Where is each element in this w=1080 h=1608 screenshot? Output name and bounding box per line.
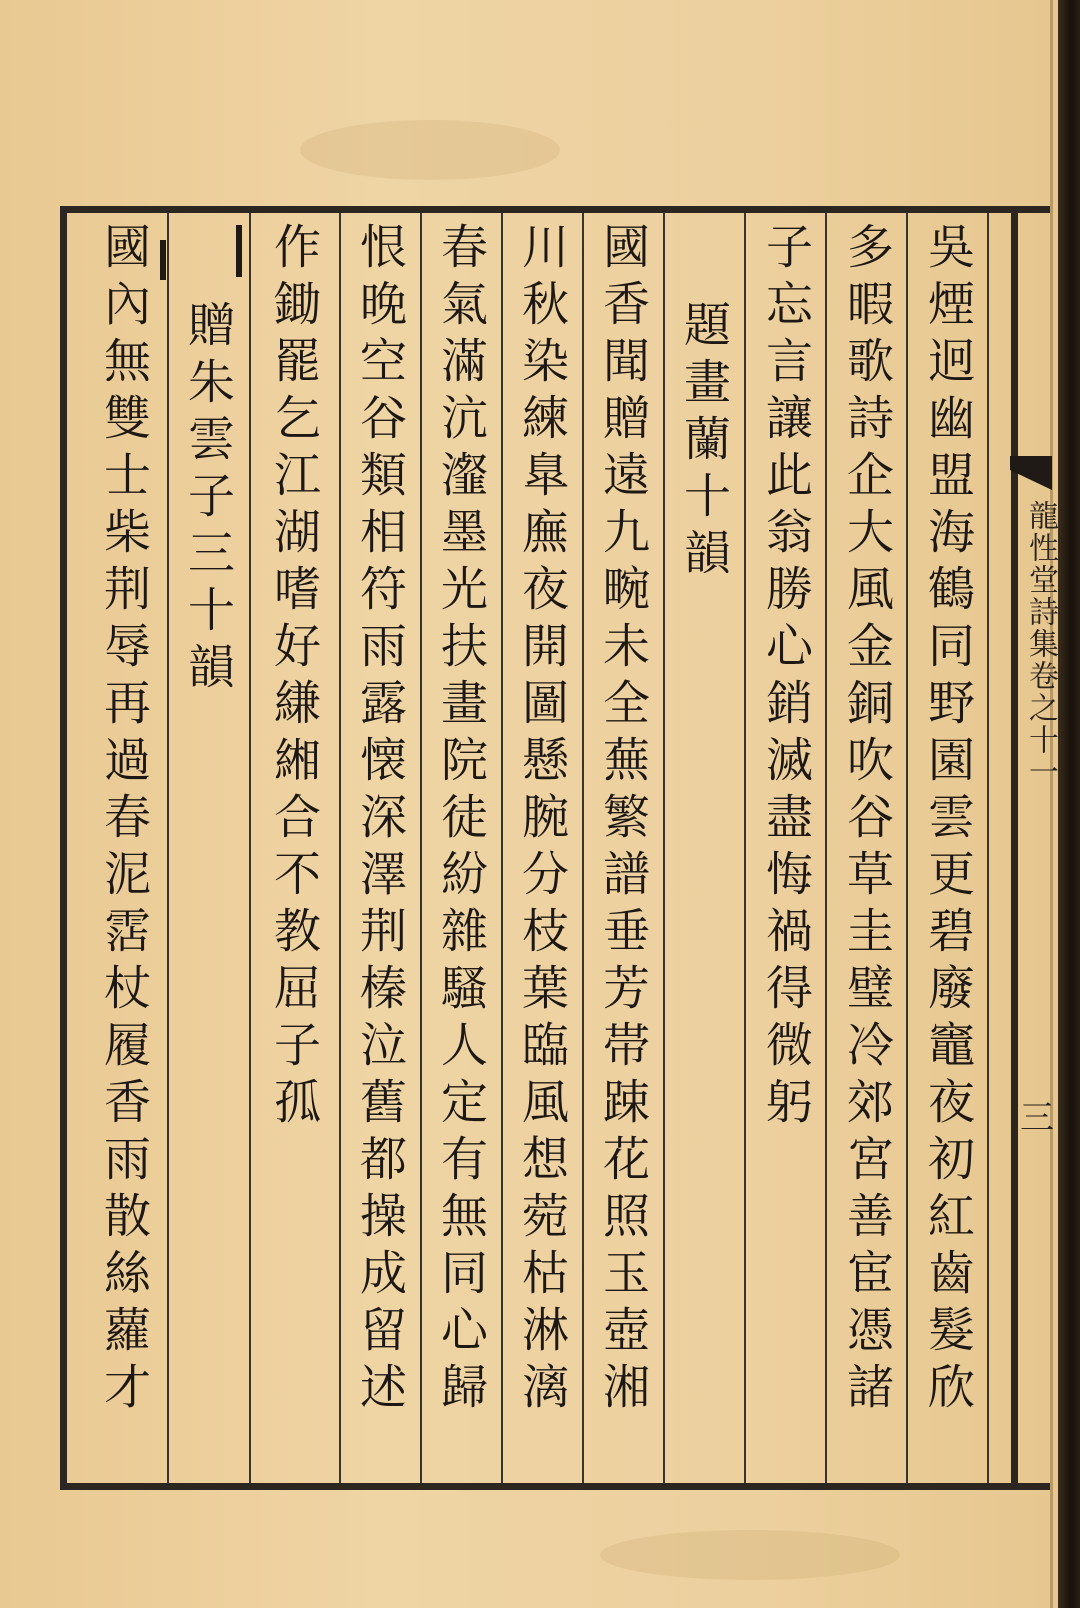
text-column: 春氣滿沆瀣墨光扶畫院徒紛雜騷人定有無同心歸 [433, 222, 488, 1419]
heading-column: 贈朱雲子三十韻 [180, 300, 235, 699]
leaf-fold-line [1050, 0, 1053, 1608]
punctuation-mark [236, 225, 242, 277]
punctuation-mark [160, 240, 166, 280]
column-rule [501, 213, 503, 1483]
column-rule [987, 213, 989, 1483]
column-rule [663, 213, 665, 1483]
column-rule [249, 213, 251, 1483]
text-column: 作鋤罷乞江湖嗜好縑緗合不教屈子孤 [266, 222, 321, 1134]
center-column-frame [1018, 206, 1050, 1490]
page-number: 三 [1020, 1098, 1054, 1138]
heading-column: 題畫蘭十韻 [676, 300, 731, 585]
column-rule [825, 213, 827, 1483]
text-column: 國內無雙士柴荆辱再過春泥霑杖履香雨散絲蘿才 [96, 222, 151, 1419]
text-column: 川秋染練臯廡夜開圖懸腕分枝葉臨風想菀枯淋漓 [514, 222, 569, 1419]
column-rule [167, 213, 169, 1483]
text-column: 子忘言讓此翁勝心銷滅盡悔禍得微躬 [758, 222, 813, 1134]
binding-edge [1058, 0, 1080, 1608]
column-rule [582, 213, 584, 1483]
text-column: 國香聞贈遠九畹未全蕪繁譜垂芳帯踈花照玉壺湘 [595, 222, 650, 1419]
text-column: 多暇歌詩企大風金銅吹谷草圭璧冷郊宮善宦憑諸 [839, 222, 894, 1419]
center-title: 龍性堂詩集卷之十一 [1023, 500, 1058, 788]
column-rule [339, 213, 341, 1483]
paper-stain [300, 120, 560, 180]
text-column: 恨晚空谷類相符雨露懐深澤荆榛泣舊都操成留述 [352, 222, 407, 1419]
column-rule [744, 213, 746, 1483]
fish-tail-mark [1010, 456, 1052, 490]
column-rule [420, 213, 422, 1483]
text-column: 吳煙迥幽盟海鶴同野園雲更碧廢竈夜初紅齒髮欣 [920, 222, 975, 1419]
paper-stain [600, 1530, 900, 1580]
column-rule [906, 213, 908, 1483]
